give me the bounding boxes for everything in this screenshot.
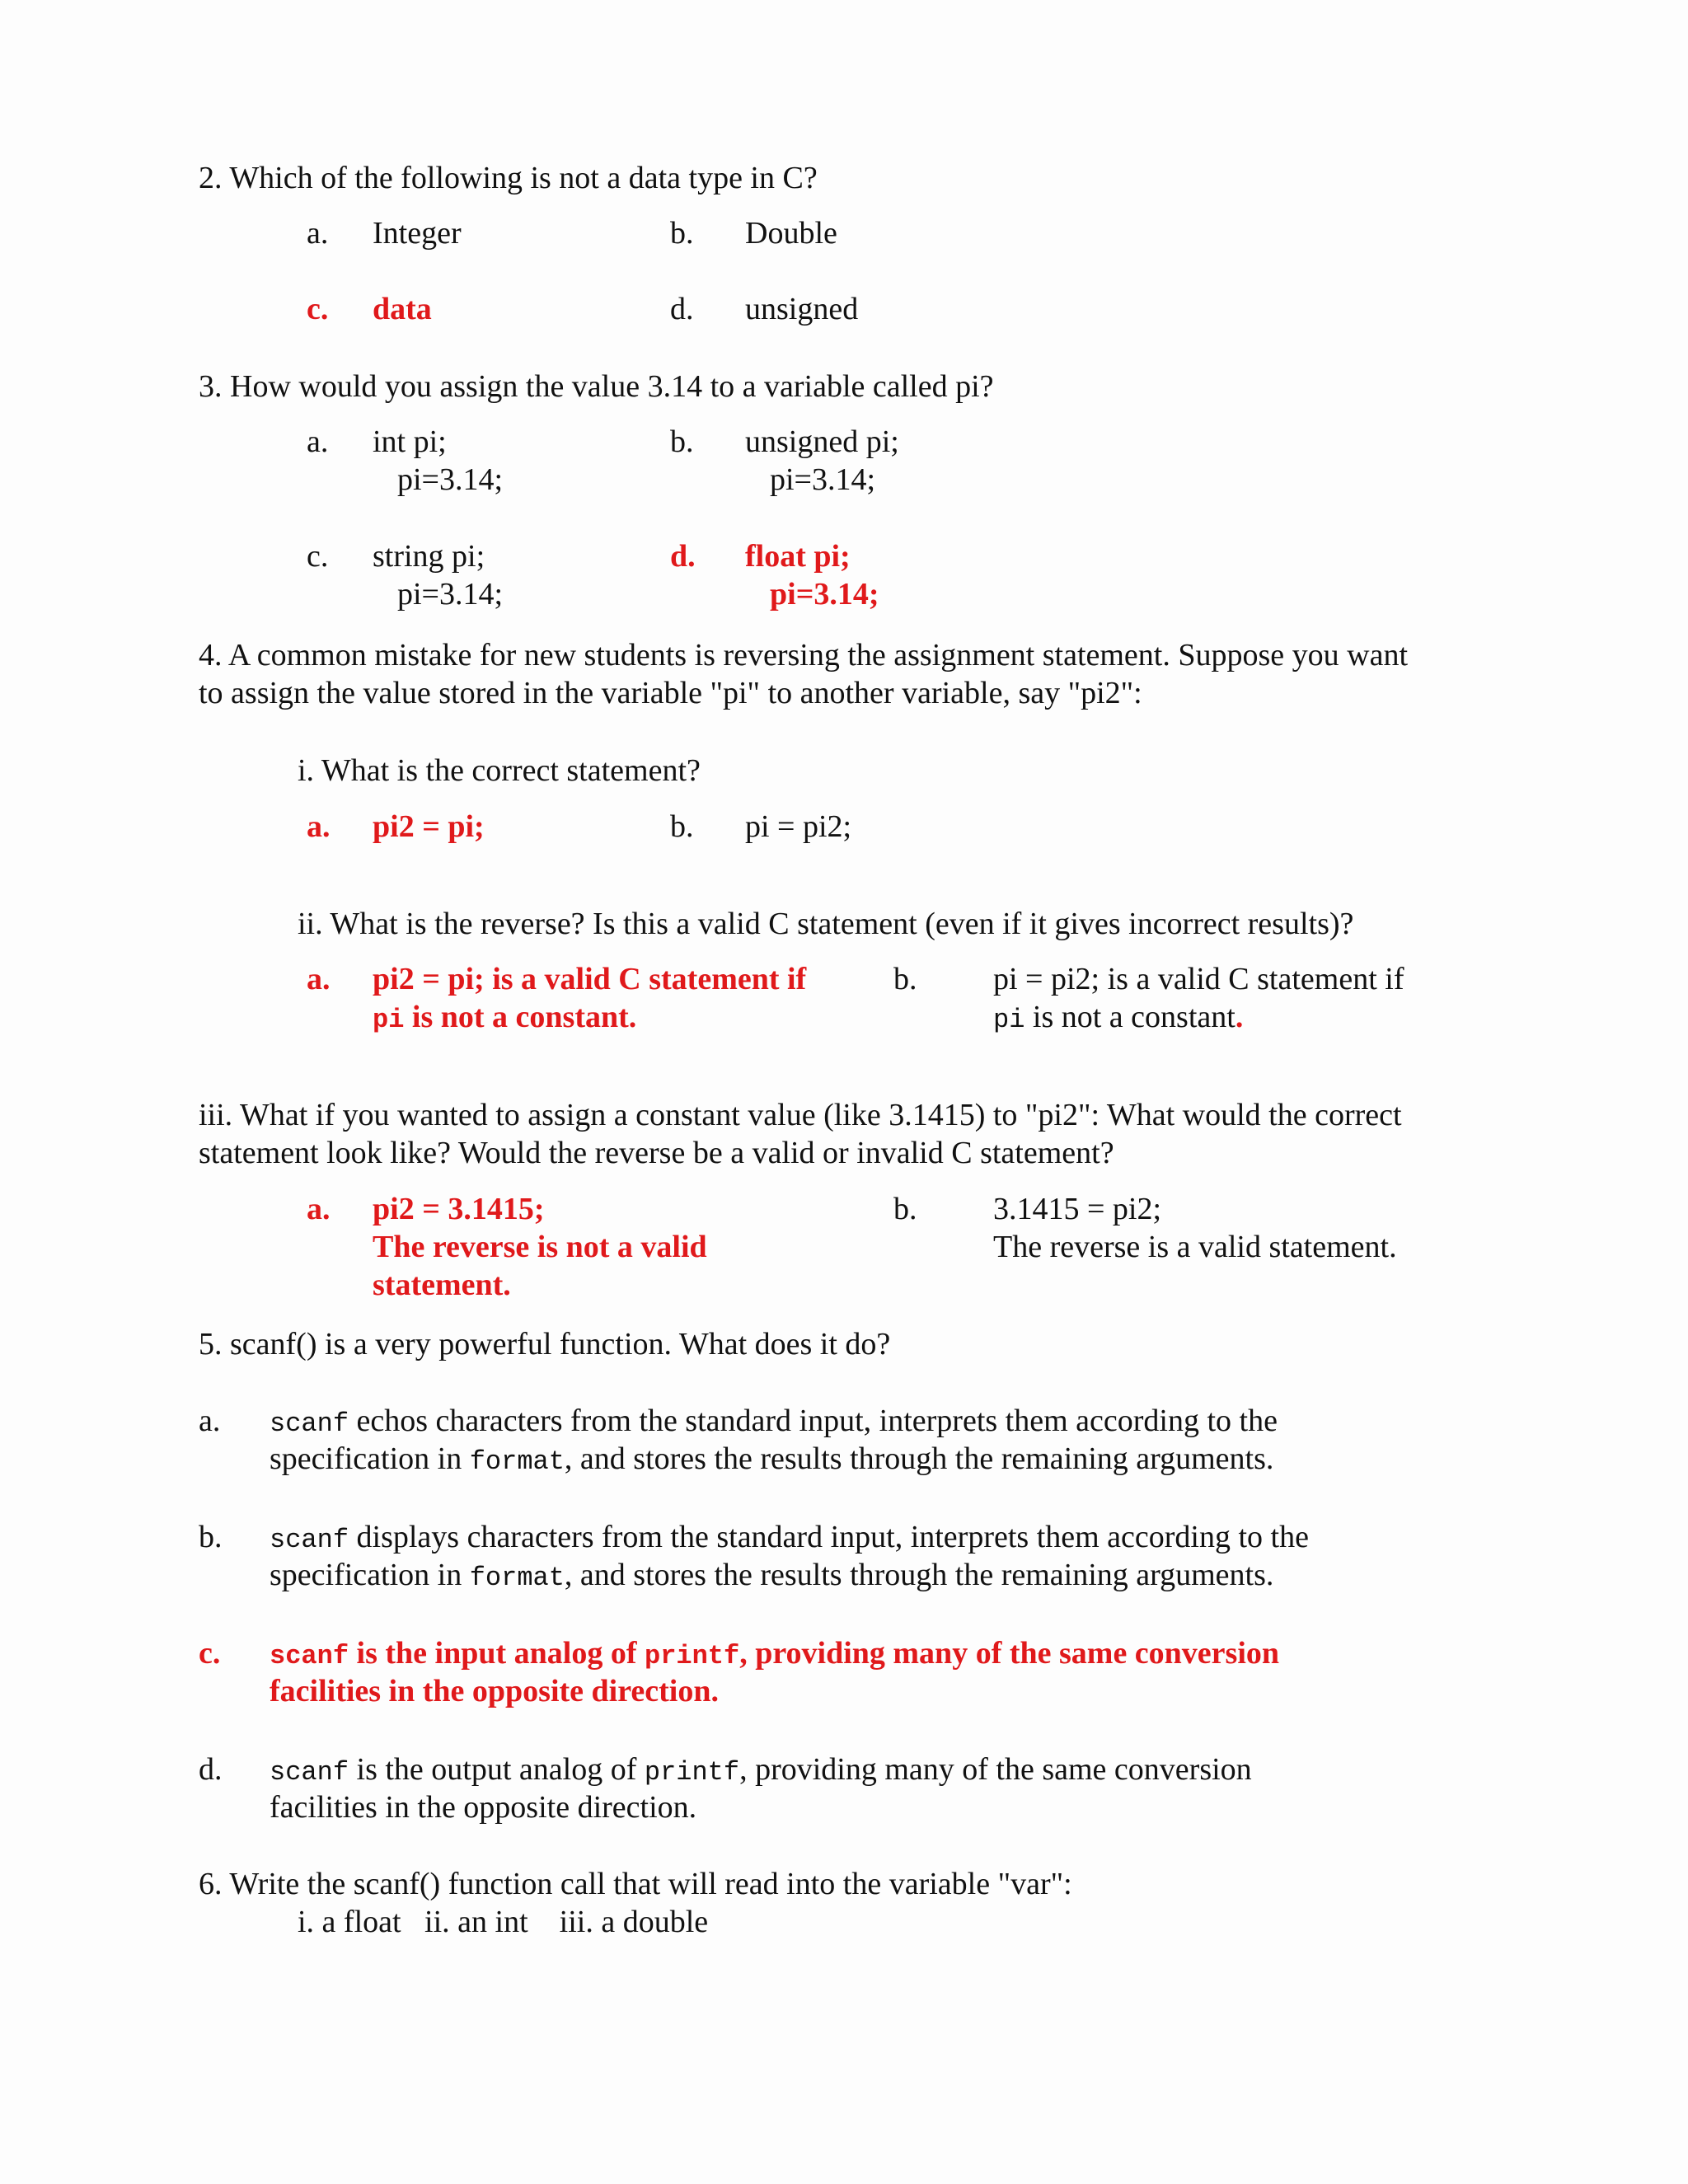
q5-option-c-line2: facilities in the opposite direction. — [270, 1674, 719, 1708]
q5-option-b-letter: b. — [199, 1520, 223, 1554]
code-pi: pi — [373, 1005, 405, 1035]
q4-iii-option-a-letter: a. — [307, 1192, 331, 1226]
q5-option-d-letter: d. — [199, 1752, 223, 1787]
q3-option-b-letter: b. — [670, 424, 694, 459]
q3-option-c-line2: pi=3.14; — [397, 577, 504, 612]
q4-i-option-a-text: pi2 = pi; — [373, 809, 485, 844]
code-scanf: scanf — [270, 1525, 349, 1555]
question-2: 2. Which of the following is not a data type in C? — [199, 161, 818, 195]
q4-ii-option-a-line2: pi is not a constant. — [373, 1000, 637, 1035]
q4-ii-option-b-line1: pi = pi2; is a valid C statement if — [993, 962, 1404, 996]
q5-option-d-line1: scanf is the output analog of printf, providing many of the same conversion — [270, 1752, 1252, 1788]
q3-option-c-line1: string pi; — [373, 539, 485, 574]
q4-iii-option-b-line2: The reverse is a valid statement. — [993, 1230, 1397, 1264]
question-3: 3. How would you assign the value 3.14 to a variable called pi? — [199, 369, 994, 404]
q4-i-question: i. What is the correct statement? — [298, 753, 701, 788]
q5-option-b-line2: specification in format, and stores the results through the remaining arguments. — [270, 1558, 1274, 1593]
q2-option-c-text: data — [373, 292, 432, 326]
code-pi: pi — [993, 1005, 1025, 1035]
code-scanf: scanf — [270, 1408, 349, 1439]
q2-option-d-text: unsigned — [745, 292, 859, 326]
q3-option-a-letter: a. — [307, 424, 329, 459]
q3-option-a-line1: int pi; — [373, 424, 447, 459]
q5-option-d-line2: facilities in the opposite direction. — [270, 1790, 697, 1825]
code-format: format — [469, 1563, 565, 1593]
q4-i-option-b-letter: b. — [670, 809, 694, 844]
q4-ii-option-a-line1: pi2 = pi; is a valid C statement if — [373, 962, 807, 996]
q4-i-option-b-text: pi = pi2; — [745, 809, 852, 844]
q5-option-b-line1: scanf displays characters from the standard input, interprets them according to the — [270, 1520, 1309, 1555]
q5-option-a-line2: specification in format, and stores the results through the remaining arguments. — [270, 1441, 1274, 1477]
q2-option-a-letter: a. — [307, 216, 329, 251]
q3-option-d-line1: float pi; — [745, 539, 851, 574]
q4-ii-question: ii. What is the reverse? Is this a valid C statement (even if it gives incorrect results)? — [298, 907, 1354, 941]
question-5: 5. scanf() is a very powerful function. What does it do? — [199, 1327, 891, 1361]
q4-iii-question-line2: statement look like? Would the reverse be a valid or invalid C statement? — [199, 1136, 1114, 1170]
q2-option-b-letter: b. — [670, 216, 694, 251]
q4-iii-option-a-line1: pi2 = 3.1415; — [373, 1192, 545, 1226]
question-6: 6. Write the scanf() function call that will read into the variable "var": — [199, 1867, 1072, 1901]
q5-option-c-letter: c. — [199, 1636, 221, 1671]
q3-option-b-line1: unsigned pi; — [745, 424, 899, 459]
q4-i-option-a-letter: a. — [307, 809, 331, 844]
q3-option-c-letter: c. — [307, 539, 329, 574]
q3-option-b-line2: pi=3.14; — [770, 462, 876, 497]
code-scanf: scanf — [270, 1641, 349, 1671]
q3-option-d-letter: d. — [670, 539, 696, 574]
q4-ii-option-b-line2: pi is not a constant. — [993, 1000, 1244, 1035]
q5-option-a-letter: a. — [199, 1404, 221, 1438]
q2-option-c-letter: c. — [307, 292, 329, 326]
q4-iii-question-line1: iii. What if you wanted to assign a constant value (like 3.1415) to "pi2": What would the correct — [199, 1098, 1402, 1132]
code-printf: printf — [644, 1757, 740, 1788]
q3-option-d-line2: pi=3.14; — [770, 577, 879, 612]
question-4-line2: to assign the value stored in the variable "pi" to another variable, say "pi2": — [199, 676, 1142, 710]
q4-iii-option-b-line1: 3.1415 = pi2; — [993, 1192, 1162, 1226]
q5-option-c-line1: scanf is the input analog of printf, providing many of the same conversion — [270, 1636, 1280, 1671]
q4-ii-option-b-letter: b. — [893, 962, 917, 996]
q4-iii-option-b-letter: b. — [893, 1192, 917, 1226]
q4-iii-option-a-line3: statement. — [373, 1268, 511, 1302]
q2-option-b-text: Double — [745, 216, 837, 251]
q2-option-a-text: Integer — [373, 216, 462, 251]
q5-option-a-line1: scanf echos characters from the standard input, interprets them according to the — [270, 1404, 1278, 1439]
code-printf: printf — [644, 1641, 740, 1671]
q4-iii-option-a-line2: The reverse is not a valid — [373, 1230, 707, 1264]
question-4-line1: 4. A common mistake for new students is reversing the assignment statement. Suppose you want — [199, 638, 1409, 673]
q2-option-d-letter: d. — [670, 292, 694, 326]
q3-option-a-line2: pi=3.14; — [397, 462, 504, 497]
code-scanf: scanf — [270, 1757, 349, 1788]
q4-ii-option-a-letter: a. — [307, 962, 331, 996]
code-format: format — [469, 1446, 565, 1477]
q6-parts: i. a float ii. an int iii. a double — [298, 1905, 709, 1939]
